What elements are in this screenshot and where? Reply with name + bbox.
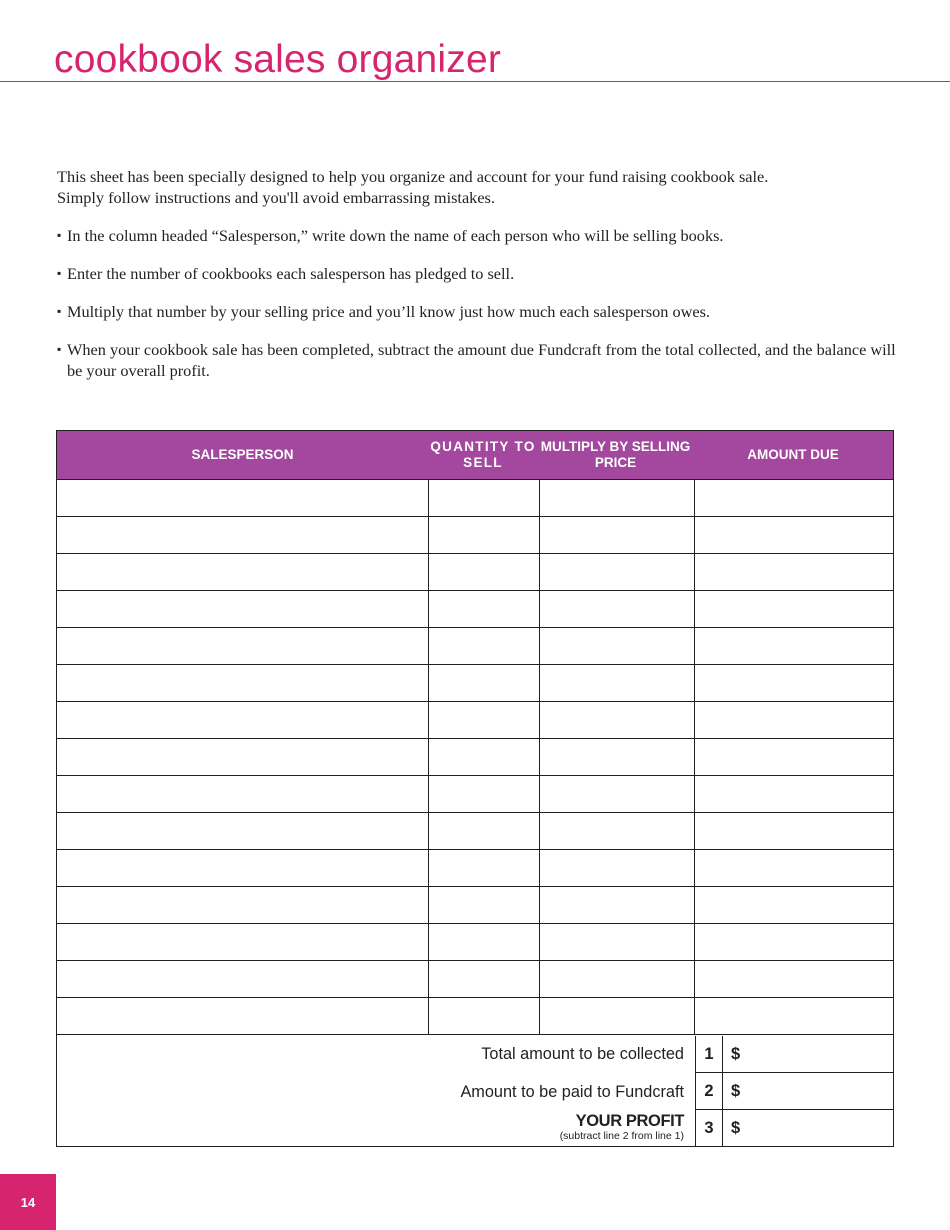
column-divider [428, 887, 429, 923]
table-row [57, 702, 893, 739]
fundcraft-amount-field[interactable] [695, 1073, 893, 1110]
column-divider [428, 739, 429, 775]
salesperson-cell[interactable] [57, 924, 428, 960]
price-cell[interactable] [538, 776, 693, 812]
table-row [57, 776, 893, 813]
column-divider [428, 776, 429, 812]
price-cell[interactable] [538, 480, 693, 516]
quantity-cell[interactable] [428, 554, 538, 590]
column-divider [428, 961, 429, 997]
price-cell[interactable] [538, 739, 693, 775]
column-divider [539, 591, 540, 627]
quantity-cell[interactable] [428, 739, 538, 775]
sales-table [56, 430, 894, 1147]
amount-due-cell[interactable] [694, 517, 893, 553]
profit-label: YOUR PROFIT [575, 1112, 684, 1130]
bullet-marker: ▪ [57, 266, 62, 280]
price-cell[interactable] [538, 702, 693, 738]
amount-due-cell[interactable] [694, 591, 893, 627]
instruction-item [57, 339, 897, 381]
column-divider [539, 887, 540, 923]
table-row [57, 850, 893, 887]
intro-line-2: Simply follow instructions and you'll avoid embarrassing mistakes. [57, 188, 495, 207]
column-divider [694, 517, 695, 553]
profit-field[interactable] [695, 1110, 893, 1147]
column-divider [428, 554, 429, 590]
amount-due-cell[interactable] [694, 554, 893, 590]
column-divider [694, 702, 695, 738]
amount-due-cell[interactable] [694, 480, 893, 516]
salesperson-cell[interactable] [57, 776, 428, 812]
column-divider [428, 998, 429, 1034]
table-row [57, 924, 893, 961]
totals-section [57, 1036, 893, 1147]
table-row [57, 665, 893, 702]
amount-due-cell[interactable] [694, 665, 893, 701]
column-divider [539, 517, 540, 553]
column-divider [428, 924, 429, 960]
column-divider [428, 665, 429, 701]
instruction-text: When your cookbook sale has been completed, subtract the amount due Fundcraft from the total collected, and the balance will be your overall profit. [67, 340, 896, 380]
amount-due-cell[interactable] [694, 776, 893, 812]
amount-due-cell[interactable] [694, 961, 893, 997]
quantity-cell[interactable] [428, 813, 538, 849]
column-divider [539, 998, 540, 1034]
header-quantity: QUANTITY TO SELL [430, 439, 536, 470]
column-divider [539, 480, 540, 516]
salesperson-cell[interactable] [57, 998, 428, 1034]
column-divider [539, 739, 540, 775]
intro-line-1: This sheet has been specially designed to help you organize and account for your fund raising cookbook sale. [57, 167, 769, 186]
price-cell[interactable] [538, 924, 693, 960]
price-cell[interactable] [538, 813, 693, 849]
column-divider [694, 813, 695, 849]
table-row [57, 628, 893, 665]
bullet-marker: ▪ [57, 228, 62, 242]
salesperson-cell[interactable] [57, 480, 428, 516]
price-cell[interactable] [538, 665, 693, 701]
instruction-text: Multiply that number by your selling price and you’ll know just how much each salesperson owes. [67, 302, 710, 321]
column-divider [694, 665, 695, 701]
amount-due-cell[interactable] [694, 850, 893, 886]
column-divider [694, 887, 695, 923]
column-divider [694, 480, 695, 516]
quantity-cell[interactable] [428, 628, 538, 664]
bullet-marker: ▪ [57, 342, 62, 356]
table-row [57, 961, 893, 998]
total-collected-field[interactable] [695, 1036, 893, 1073]
quantity-cell[interactable] [428, 998, 538, 1034]
quantity-cell[interactable] [428, 776, 538, 812]
table-row [57, 998, 893, 1035]
column-divider [539, 776, 540, 812]
salesperson-cell[interactable] [57, 665, 428, 701]
column-divider [539, 813, 540, 849]
price-cell[interactable] [538, 961, 693, 997]
price-cell[interactable] [538, 850, 693, 886]
column-divider [694, 628, 695, 664]
line-number: 2 [696, 1073, 723, 1109]
column-divider [539, 554, 540, 590]
instruction-item [57, 263, 897, 284]
instruction-text: Enter the number of cookbooks each salesperson has pledged to sell. [67, 264, 515, 283]
instruction-item [57, 225, 897, 246]
quantity-cell[interactable] [428, 517, 538, 553]
column-divider [694, 776, 695, 812]
salesperson-cell[interactable] [57, 813, 428, 849]
quantity-cell[interactable] [428, 665, 538, 701]
column-divider [694, 961, 695, 997]
salesperson-cell[interactable] [57, 517, 428, 553]
table-row [57, 887, 893, 924]
price-cell[interactable] [538, 517, 693, 553]
column-divider [428, 591, 429, 627]
line-number: 1 [696, 1036, 723, 1072]
amount-due-cell[interactable] [694, 813, 893, 849]
column-divider [539, 850, 540, 886]
quantity-cell[interactable] [428, 887, 538, 923]
table-row [57, 554, 893, 591]
profit-label-block [560, 1113, 684, 1142]
profit-note: (subtract line 2 from line 1) [559, 1130, 684, 1142]
table-row [57, 517, 893, 554]
price-cell[interactable] [538, 998, 693, 1034]
column-divider [694, 591, 695, 627]
page-number-badge: 14 [0, 1174, 56, 1230]
salesperson-cell[interactable] [57, 850, 428, 886]
column-divider [694, 554, 695, 590]
total-collected-label: Total amount to be collected [481, 1045, 684, 1063]
quantity-cell[interactable] [428, 924, 538, 960]
column-divider [694, 739, 695, 775]
column-divider [694, 924, 695, 960]
salesperson-cell[interactable] [57, 628, 428, 664]
column-divider [539, 665, 540, 701]
salesperson-cell[interactable] [57, 887, 428, 923]
intro-paragraph [57, 166, 897, 208]
header-salesperson: SALESPERSON [191, 447, 294, 462]
currency-symbol: $ [731, 1118, 741, 1137]
header-amount-due: AMOUNT DUE [747, 447, 839, 462]
header-multiply: MULTIPLY BY SELLING PRICE [540, 439, 691, 470]
quantity-cell[interactable] [428, 591, 538, 627]
quantity-cell[interactable] [428, 480, 538, 516]
column-divider [694, 850, 695, 886]
table-row [57, 480, 893, 517]
line-number: 3 [696, 1110, 723, 1146]
column-divider [539, 628, 540, 664]
column-divider [539, 924, 540, 960]
column-divider [428, 702, 429, 738]
amount-due-cell[interactable] [694, 887, 893, 923]
instruction-item [57, 301, 897, 322]
price-cell[interactable] [538, 887, 693, 923]
instruction-text: In the column headed “Salesperson,” write down the name of each person who will be selling books. [67, 226, 724, 245]
quantity-cell[interactable] [428, 702, 538, 738]
currency-symbol: $ [731, 1044, 741, 1063]
price-cell[interactable] [538, 591, 693, 627]
column-divider [428, 517, 429, 553]
amount-due-cell[interactable] [694, 924, 893, 960]
column-divider [694, 998, 695, 1034]
amount-due-cell[interactable] [694, 739, 893, 775]
amount-due-cell[interactable] [694, 998, 893, 1034]
column-divider [428, 850, 429, 886]
column-divider [428, 480, 429, 516]
table-row [57, 739, 893, 776]
quantity-cell[interactable] [428, 850, 538, 886]
bullet-marker: ▪ [57, 304, 62, 318]
price-cell[interactable] [538, 554, 693, 590]
amount-due-cell[interactable] [694, 628, 893, 664]
salesperson-cell[interactable] [57, 702, 428, 738]
fundcraft-amount-label: Amount to be paid to Fundcraft [460, 1083, 684, 1101]
amount-due-cell[interactable] [694, 702, 893, 738]
table-row [57, 813, 893, 850]
quantity-cell[interactable] [428, 961, 538, 997]
page-title: cookbook sales organizer [54, 38, 502, 81]
table-header [57, 431, 893, 480]
title-divider [0, 81, 950, 82]
column-divider [539, 702, 540, 738]
currency-symbol: $ [731, 1081, 741, 1100]
price-cell[interactable] [538, 628, 693, 664]
column-divider [539, 961, 540, 997]
column-divider [428, 628, 429, 664]
salesperson-cell[interactable] [57, 961, 428, 997]
column-divider [428, 813, 429, 849]
salesperson-cell[interactable] [57, 554, 428, 590]
salesperson-cell[interactable] [57, 739, 428, 775]
salesperson-cell[interactable] [57, 591, 428, 627]
table-row [57, 591, 893, 628]
